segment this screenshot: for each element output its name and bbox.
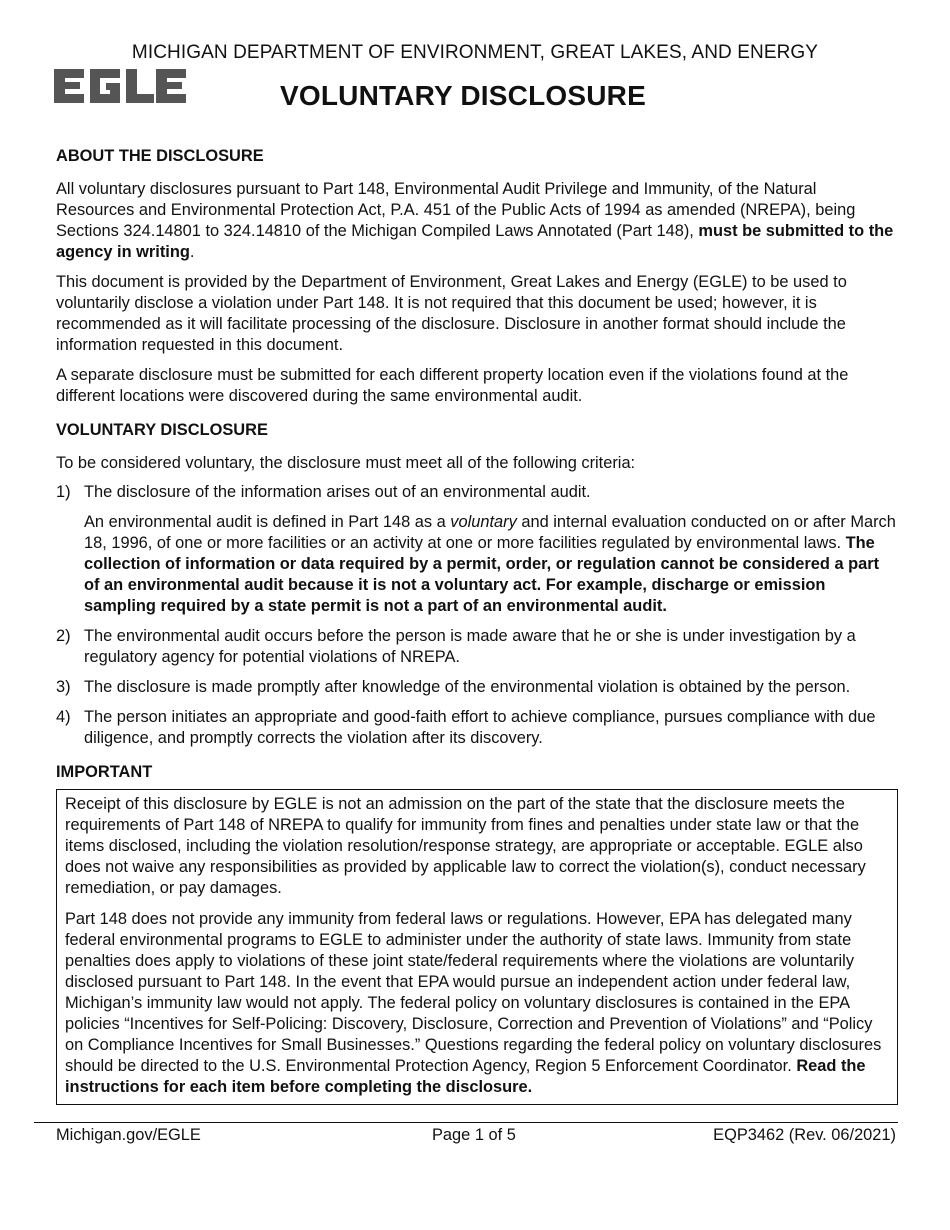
audit-definition: An environmental audit is defined in Part 148 as a voluntary and internal evaluation conducted on or after March 18, 1996, of one or more facilities or an activity at one or more facilities regulated by environmental laws. The collection of information or data required by a permit, order, or regulation cannot be considered a part of an environmental audit because it is not a voluntary act. For example, discharge or emission sampling required by a state permit is not a part of an environmental audit. bbox=[84, 513, 896, 615]
criterion-1: 1) The disclosure of the information arises out of an environmental audit. bbox=[56, 483, 591, 501]
footer-website: Michigan.gov/EGLE bbox=[56, 1126, 201, 1144]
about-heading: ABOUT THE DISCLOSURE bbox=[56, 147, 264, 165]
important-heading: IMPORTANT bbox=[56, 763, 153, 781]
important-paragraph-1: Receipt of this disclosure by EGLE is not an admission on the part of the state that the disclosure meets the requirements of Part 148 of NREPA to qualify for immunity from fines and penalties under state law or that the items disclosed, including the violation resolution/response strategy, are appropriate or acceptable. EGLE also does not waive any responsibilities as provided by applicable law to correct the violation(s), conduct necessary remediation, or pay damages. bbox=[65, 795, 866, 897]
department-name: MICHIGAN DEPARTMENT OF ENVIRONMENT, GREAT LAKES, AND ENERGY bbox=[131, 42, 819, 63]
egle-logo bbox=[54, 66, 186, 106]
footer-page-number: Page 1 of 5 bbox=[432, 1126, 516, 1144]
criterion-4: 4) The person initiates an appropriate and good-faith effort to achieve compliance, pursues compliance with due diligence, and promptly corrects the violation after its discovery. bbox=[56, 708, 876, 747]
document-body bbox=[56, 146, 898, 1105]
important-paragraph-2: Part 148 does not provide any immunity from federal laws or regulations. However, EPA has delegated many federal environmental programs to EGLE to administer under the authority of state laws. Immunity from state penalties does apply to violations of these joint state/federal requirements where the violations are voluntarily disclosed pursuant to Part 148. In the event that EPA would pursue an independent action under federal law, Michigan’s immunity law would not apply. The federal policy on voluntary disclosures is contained in the EPA policies “Incentives for Self-Policing: Discovery, Disclosure, Correction and Prevention of Violations” and “Policy on Compliance Incentives for Small Businesses.” Questions regarding the federal policy on voluntary disclosures should be directed to the U.S. Environmental Protection Agency, Region 5 Enforcement Coordinator. Read the instructions for each item before completing the disclosure. bbox=[65, 910, 882, 1096]
voluntary-intro: To be considered voluntary, the disclosure must meet all of the following criteria: bbox=[56, 454, 636, 472]
criterion-2: 2) The environmental audit occurs before the person is made aware that he or she is under investigation by a regulatory agency for potential violations of NREPA. bbox=[56, 627, 856, 666]
footer-divider bbox=[34, 1122, 898, 1123]
footer-form-number: EQP3462 (Rev. 06/2021) bbox=[713, 1126, 896, 1144]
page-title: VOLUNTARY DISCLOSURE bbox=[280, 80, 646, 111]
egle-logo-icon bbox=[54, 66, 186, 106]
important-box bbox=[56, 789, 898, 1105]
about-paragraph-1: All voluntary disclosures pursuant to Part 148, Environmental Audit Privilege and Immunity, of the Natural Resources and Environmental Protection Act, P.A. 451 of the Public Acts of 1994 as amended (NREPA), being Sections 324.14801 to 324.14810 of the Michigan Compiled Laws Annotated (Part 148), must be submitted to the agency in writing. bbox=[56, 180, 894, 261]
about-paragraph-2: This document is provided by the Department of Environment, Great Lakes and Energy (EGLE) to be used to voluntarily disclose a violation under Part 148. It is not required that this document be used; however, it is recommended as it will facilitate processing of the disclosure. Disclosure in another format should include the information requested in this document. bbox=[56, 273, 847, 354]
criterion-3: 3) The disclosure is made promptly after knowledge of the environmental violation is obtained by the person. bbox=[56, 678, 851, 696]
about-paragraph-3: A separate disclosure must be submitted for each different property location even if the violations found at the different locations were discovered during the same environmental audit. bbox=[56, 366, 849, 405]
voluntary-heading: VOLUNTARY DISCLOSURE bbox=[56, 421, 268, 439]
